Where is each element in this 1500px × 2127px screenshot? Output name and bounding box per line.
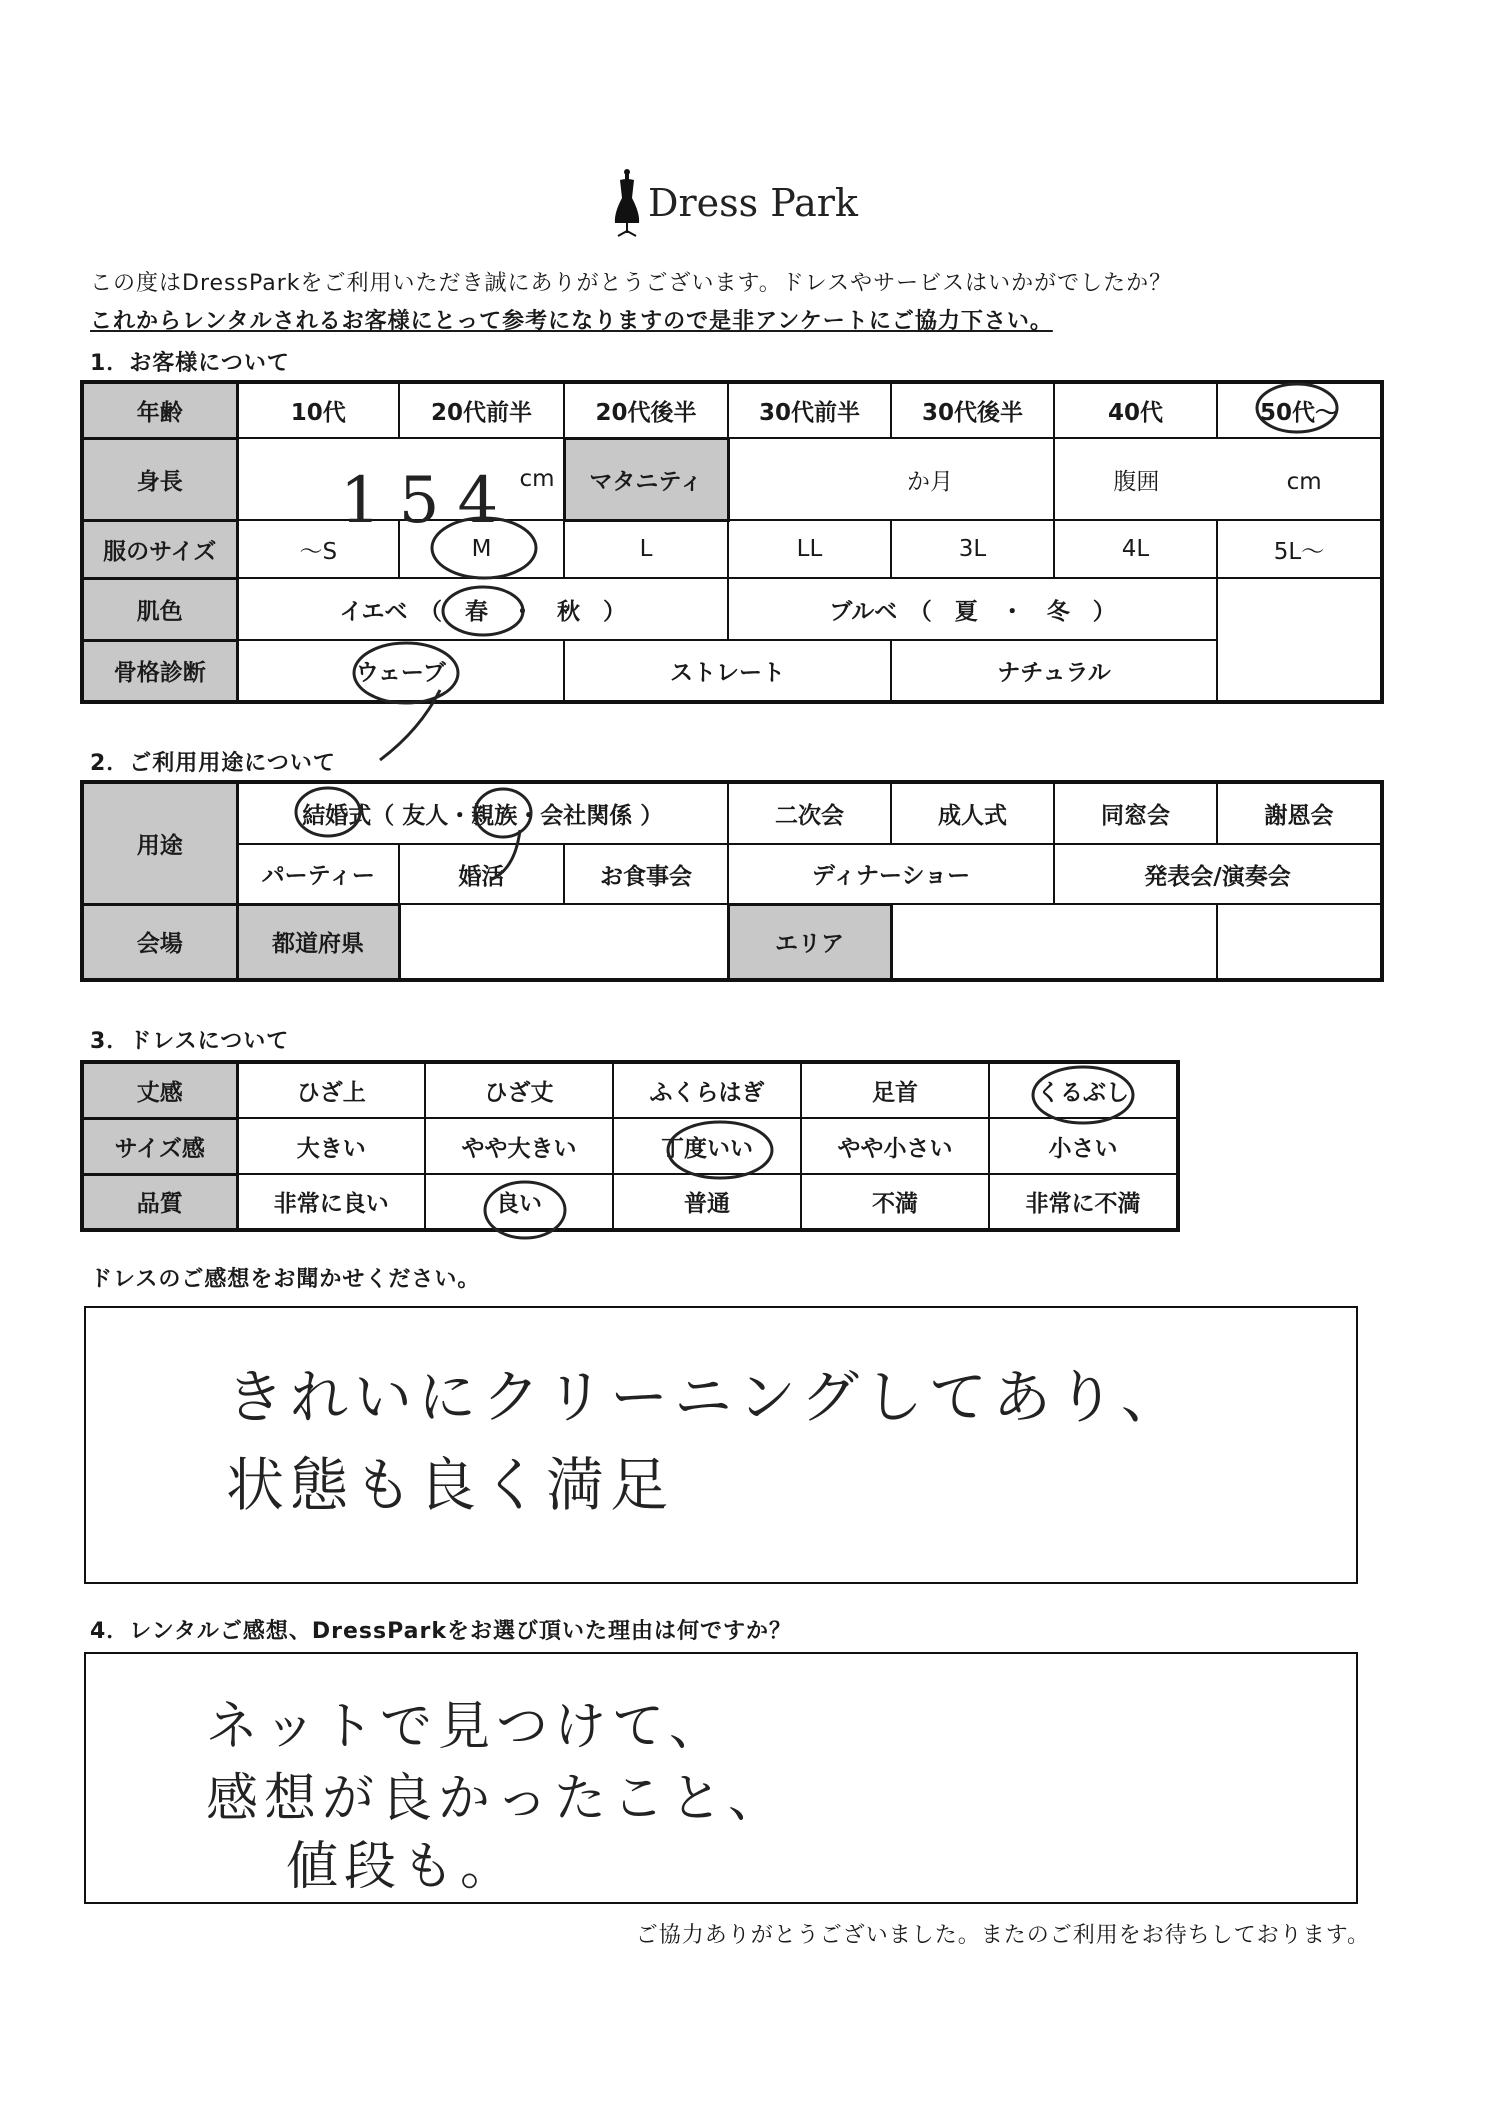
age-option[interactable]: 20代後半 bbox=[564, 382, 728, 438]
section1-title: 1．お客様について bbox=[90, 351, 290, 376]
size-option[interactable]: ～S bbox=[237, 520, 399, 578]
fit-option[interactable]: やや小さい bbox=[801, 1118, 989, 1174]
age-option[interactable]: 30代後半 bbox=[891, 382, 1054, 438]
skeleton-option-selected[interactable]: ウェーブ bbox=[237, 640, 564, 702]
dresspark-logo bbox=[612, 168, 858, 238]
size-option[interactable]: LL bbox=[728, 520, 891, 578]
purpose-option[interactable]: 成人式 bbox=[891, 782, 1054, 844]
size-option[interactable]: 5L～ bbox=[1217, 520, 1382, 578]
section4-title: 4．レンタルご感想、DressParkをお選び頂いた理由は何ですか？ bbox=[90, 1619, 792, 1644]
size-option[interactable]: L bbox=[564, 520, 728, 578]
customer-table bbox=[80, 380, 1384, 704]
comment-prompt: ドレスのご感想をお聞かせください。 bbox=[90, 1267, 481, 1292]
quality-label: 品質 bbox=[82, 1174, 237, 1230]
reason-line: 値段も。 bbox=[286, 1837, 519, 1897]
age-option[interactable]: 10代 bbox=[237, 382, 399, 438]
purpose-option[interactable]: 同窓会 bbox=[1054, 782, 1217, 844]
skin-label: 肌色 bbox=[82, 578, 237, 640]
height-field[interactable] bbox=[237, 438, 564, 520]
purpose-wedding[interactable]: 結婚式（ 友人・親族・会社関係 ） bbox=[237, 782, 728, 844]
skeleton-option[interactable]: ナチュラル bbox=[891, 640, 1217, 702]
empty-cell bbox=[1217, 578, 1382, 640]
section2-title: 2．ご利用用途について bbox=[90, 751, 336, 776]
fit-label: サイズ感 bbox=[82, 1118, 237, 1174]
age-label: 年齢 bbox=[82, 382, 237, 438]
length-option[interactable]: ひざ上 bbox=[237, 1062, 425, 1118]
prefecture-label: 都道府県 bbox=[237, 904, 399, 980]
purpose-option[interactable]: お食事会 bbox=[564, 844, 728, 904]
reason-line: 感想が良かったこと、 bbox=[206, 1769, 787, 1829]
comment-box[interactable] bbox=[84, 1306, 1358, 1584]
quality-option[interactable]: 非常に良い bbox=[237, 1174, 425, 1230]
prefecture-field[interactable] bbox=[399, 904, 728, 980]
comment-line: 状態も良く満足 bbox=[226, 1451, 675, 1519]
length-option-selected[interactable]: くるぶし bbox=[989, 1062, 1178, 1118]
age-option[interactable]: 40代 bbox=[1054, 382, 1217, 438]
size-option[interactable]: 3L bbox=[891, 520, 1054, 578]
quality-option-selected[interactable]: 良い bbox=[425, 1174, 613, 1230]
maternity-months-field[interactable] bbox=[728, 438, 1054, 520]
age-option-selected[interactable]: 50代～ bbox=[1217, 382, 1382, 438]
skin-blue-option[interactable]: ブルベ （ 夏 ・ 冬 ） bbox=[728, 578, 1217, 640]
fit-option[interactable]: やや大きい bbox=[425, 1118, 613, 1174]
purpose-option[interactable]: 謝恩会 bbox=[1217, 782, 1382, 844]
length-option[interactable]: ひざ丈 bbox=[425, 1062, 613, 1118]
waist-unit: cm bbox=[1286, 468, 1322, 495]
fit-option[interactable]: 大きい bbox=[237, 1118, 425, 1174]
purpose-option[interactable]: 発表会/演奏会 bbox=[1054, 844, 1382, 904]
logo-text: Dress Park bbox=[648, 181, 858, 225]
fit-option-selected[interactable]: 丁度いい bbox=[613, 1118, 801, 1174]
purpose-option[interactable]: パーティー bbox=[237, 844, 399, 904]
skeleton-label: 骨格診断 bbox=[82, 640, 237, 702]
purpose-table bbox=[80, 780, 1384, 982]
age-option[interactable]: 30代前半 bbox=[728, 382, 891, 438]
waist-field[interactable] bbox=[1054, 438, 1382, 520]
purpose-option[interactable]: 婚活 bbox=[399, 844, 564, 904]
quality-option[interactable]: 非常に不満 bbox=[989, 1174, 1178, 1230]
length-option[interactable]: ふくらはぎ bbox=[613, 1062, 801, 1118]
handwritten-height: 154 bbox=[340, 464, 517, 538]
quality-option[interactable]: 普通 bbox=[613, 1174, 801, 1230]
size-option-selected[interactable]: M bbox=[399, 520, 564, 578]
area-label: エリア bbox=[728, 904, 891, 980]
dress-table bbox=[80, 1060, 1180, 1232]
height-label: 身長 bbox=[82, 438, 237, 520]
area-field[interactable] bbox=[891, 904, 1217, 980]
skeleton-option[interactable]: ストレート bbox=[564, 640, 891, 702]
intro-request: これからレンタルされるお客様にとって参考になりますので是非アンケートにご協力下さい。 bbox=[90, 309, 1053, 334]
empty-cell bbox=[1217, 904, 1382, 980]
intro-text: この度はDressParkをご利用いただき誠にありがとうございます。ドレスやサービスはいかがでしたか？ bbox=[90, 271, 1173, 296]
footer-text: ご協力ありがとうございました。またのご利用をお待ちしております。 bbox=[635, 1923, 1370, 1948]
purpose-option[interactable]: 二次会 bbox=[728, 782, 891, 844]
waist-label: 腹囲 bbox=[1113, 468, 1160, 495]
purpose-label: 用途 bbox=[82, 782, 237, 904]
empty-cell bbox=[1217, 640, 1382, 702]
height-unit: cm bbox=[519, 466, 555, 492]
length-label: 丈感 bbox=[82, 1062, 237, 1118]
quality-option[interactable]: 不満 bbox=[801, 1174, 989, 1230]
skin-yellow-option[interactable]: イエベ （ 春 ・ 秋 ） bbox=[237, 578, 728, 640]
dress-form-icon bbox=[612, 168, 642, 238]
age-option[interactable]: 20代前半 bbox=[399, 382, 564, 438]
fit-option[interactable]: 小さい bbox=[989, 1118, 1178, 1174]
months-unit: か月 bbox=[907, 468, 953, 495]
maternity-label: マタニティ bbox=[564, 438, 728, 520]
size-option[interactable]: 4L bbox=[1054, 520, 1217, 578]
reason-box[interactable] bbox=[84, 1652, 1358, 1904]
length-option[interactable]: 足首 bbox=[801, 1062, 989, 1118]
reason-line: ネットで見つけて、 bbox=[206, 1697, 727, 1757]
section3-title: 3．ドレスについて bbox=[90, 1029, 290, 1054]
purpose-option[interactable]: ディナーショー bbox=[728, 844, 1054, 904]
size-label: 服のサイズ bbox=[82, 520, 237, 578]
venue-label: 会場 bbox=[82, 904, 237, 980]
comment-line: きれいにクリーニングしてあり、 bbox=[226, 1363, 1185, 1431]
